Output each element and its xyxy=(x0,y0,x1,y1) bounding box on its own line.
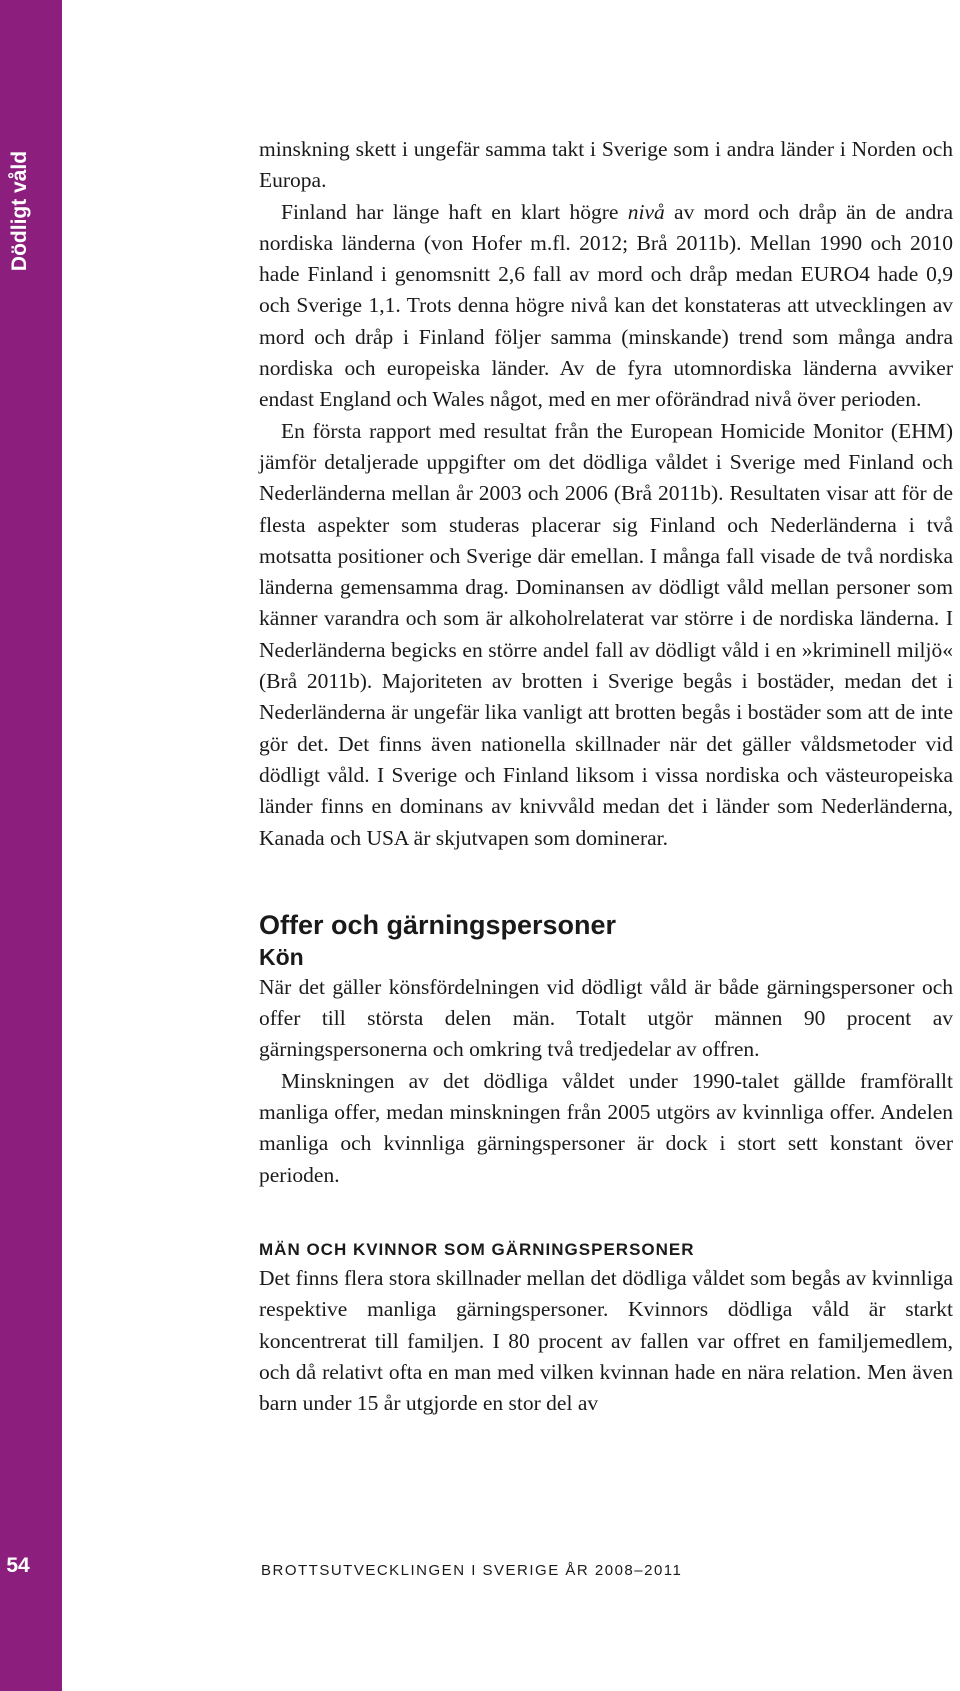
section-heading: Offer och gärningspersoner xyxy=(259,909,617,940)
paragraph-2 xyxy=(259,197,953,416)
section-title: Dödligt våld xyxy=(8,150,31,272)
paragraph-4: När det gäller könsfördelningen vid dödligt våld är både gärningspersoner och offer till största delen män. Totalt utgör männen 90 procent av gärningspersonerna och omkring två tredjedelar av offren. xyxy=(259,974,953,1062)
page-number: 54 xyxy=(6,1554,30,1577)
paragraph-6: Det finns flera stora skillnader mellan det dödliga våldet som begås av kvinnliga respektive manliga gärningspersoner. Kvinnors dödliga våld är starkt koncentrerat till familjen. I 80 procent av fallen var offret en familjemedlem, och då relativt ofta en man med vilken kvinnan hade en nära relation. Men även barn under 15 år utgjorde en stor del av xyxy=(259,1265,953,1416)
page-content xyxy=(259,134,953,1419)
paragraph-2-part-1: Finland har länge haft en klart högre xyxy=(281,199,628,224)
emphasized-word: nivå xyxy=(627,199,665,224)
page-sidebar xyxy=(0,0,62,1691)
paragraph-3: En första rapport med resultat från the European Homicide Monitor (EHM) jämför detaljerade uppgifter om det dödliga våldet i Sverige med Finland och Nederländerna mellan år 2003 och 2006 (Brå 2011b). Resultaten visar att för de flesta aspekter som studeras placerar sig Finland och Nederländerna i två motsatta positioner och Sverige där emellan. I många fall visade de två nordiska länderna gemensamma drag. Dominansen av dödligt våld mellan personer som känner varandra och som är alkoholrelaterat var större i de nordiska länderna. I Nederländerna begicks en större andel fall av dödligt våld i en »kriminell miljö« (Brå 2011b). Majoriteten av brotten i Sverige begås i bostäder, medan det i Nederländerna är ungefär lika vanligt att brotten begås i bostäder som att de inte gör det. Det finns även nationella skillnader när det gäller våldsmetoder vid dödligt våld. I Sverige och Finland liksom i vissa nordiska och västeuropeiska länder finns en dominans av knivvåld medan det i länder som Nederländerna, Kanada och USA är skjutvapen som dominerar. xyxy=(259,418,953,850)
paragraph-2-part-2: av mord och dråp än de andra nordiska länderna (von Hofer m.fl. 2012; Brå 2011b). Mellan 1990 och 2010 hade Finland i genomsnitt 2,6 fall av mord och dråp medan EURO4 hade 0,9 och Sverige 1,1. Trots denna högre nivå kan det konstateras att utvecklingen av mord och dråp i Finland följer samma (minskande) trend som många andra nordiska och europeiska länder. Av de fyra utomnordiska länderna avviker endast England och Wales något, med en mer oförändrad nivå över perioden. xyxy=(259,199,953,412)
subsubsection-heading: MÄN OCH KVINNOR SOM GÄRNINGSPERSONER xyxy=(259,1239,695,1259)
paragraph-5: Minskningen av det dödliga våldet under 1990-talet gällde framförallt manliga offer, medan minskningen från 2005 utgörs av kvinnliga offer. Andelen manliga och kvinnliga gärningspersoner är dock i stort sett konstant över perioden. xyxy=(259,1068,953,1187)
running-footer: BROTTSUTVECKLINGEN I SVERIGE ÅR 2008–2011 xyxy=(261,1562,683,1579)
section-tab xyxy=(0,136,40,286)
subsection-heading: Kön xyxy=(259,943,304,970)
paragraph-1: minskning skett i ungefär samma takt i Sverige som i andra länder i Norden och Europa. xyxy=(259,137,953,193)
